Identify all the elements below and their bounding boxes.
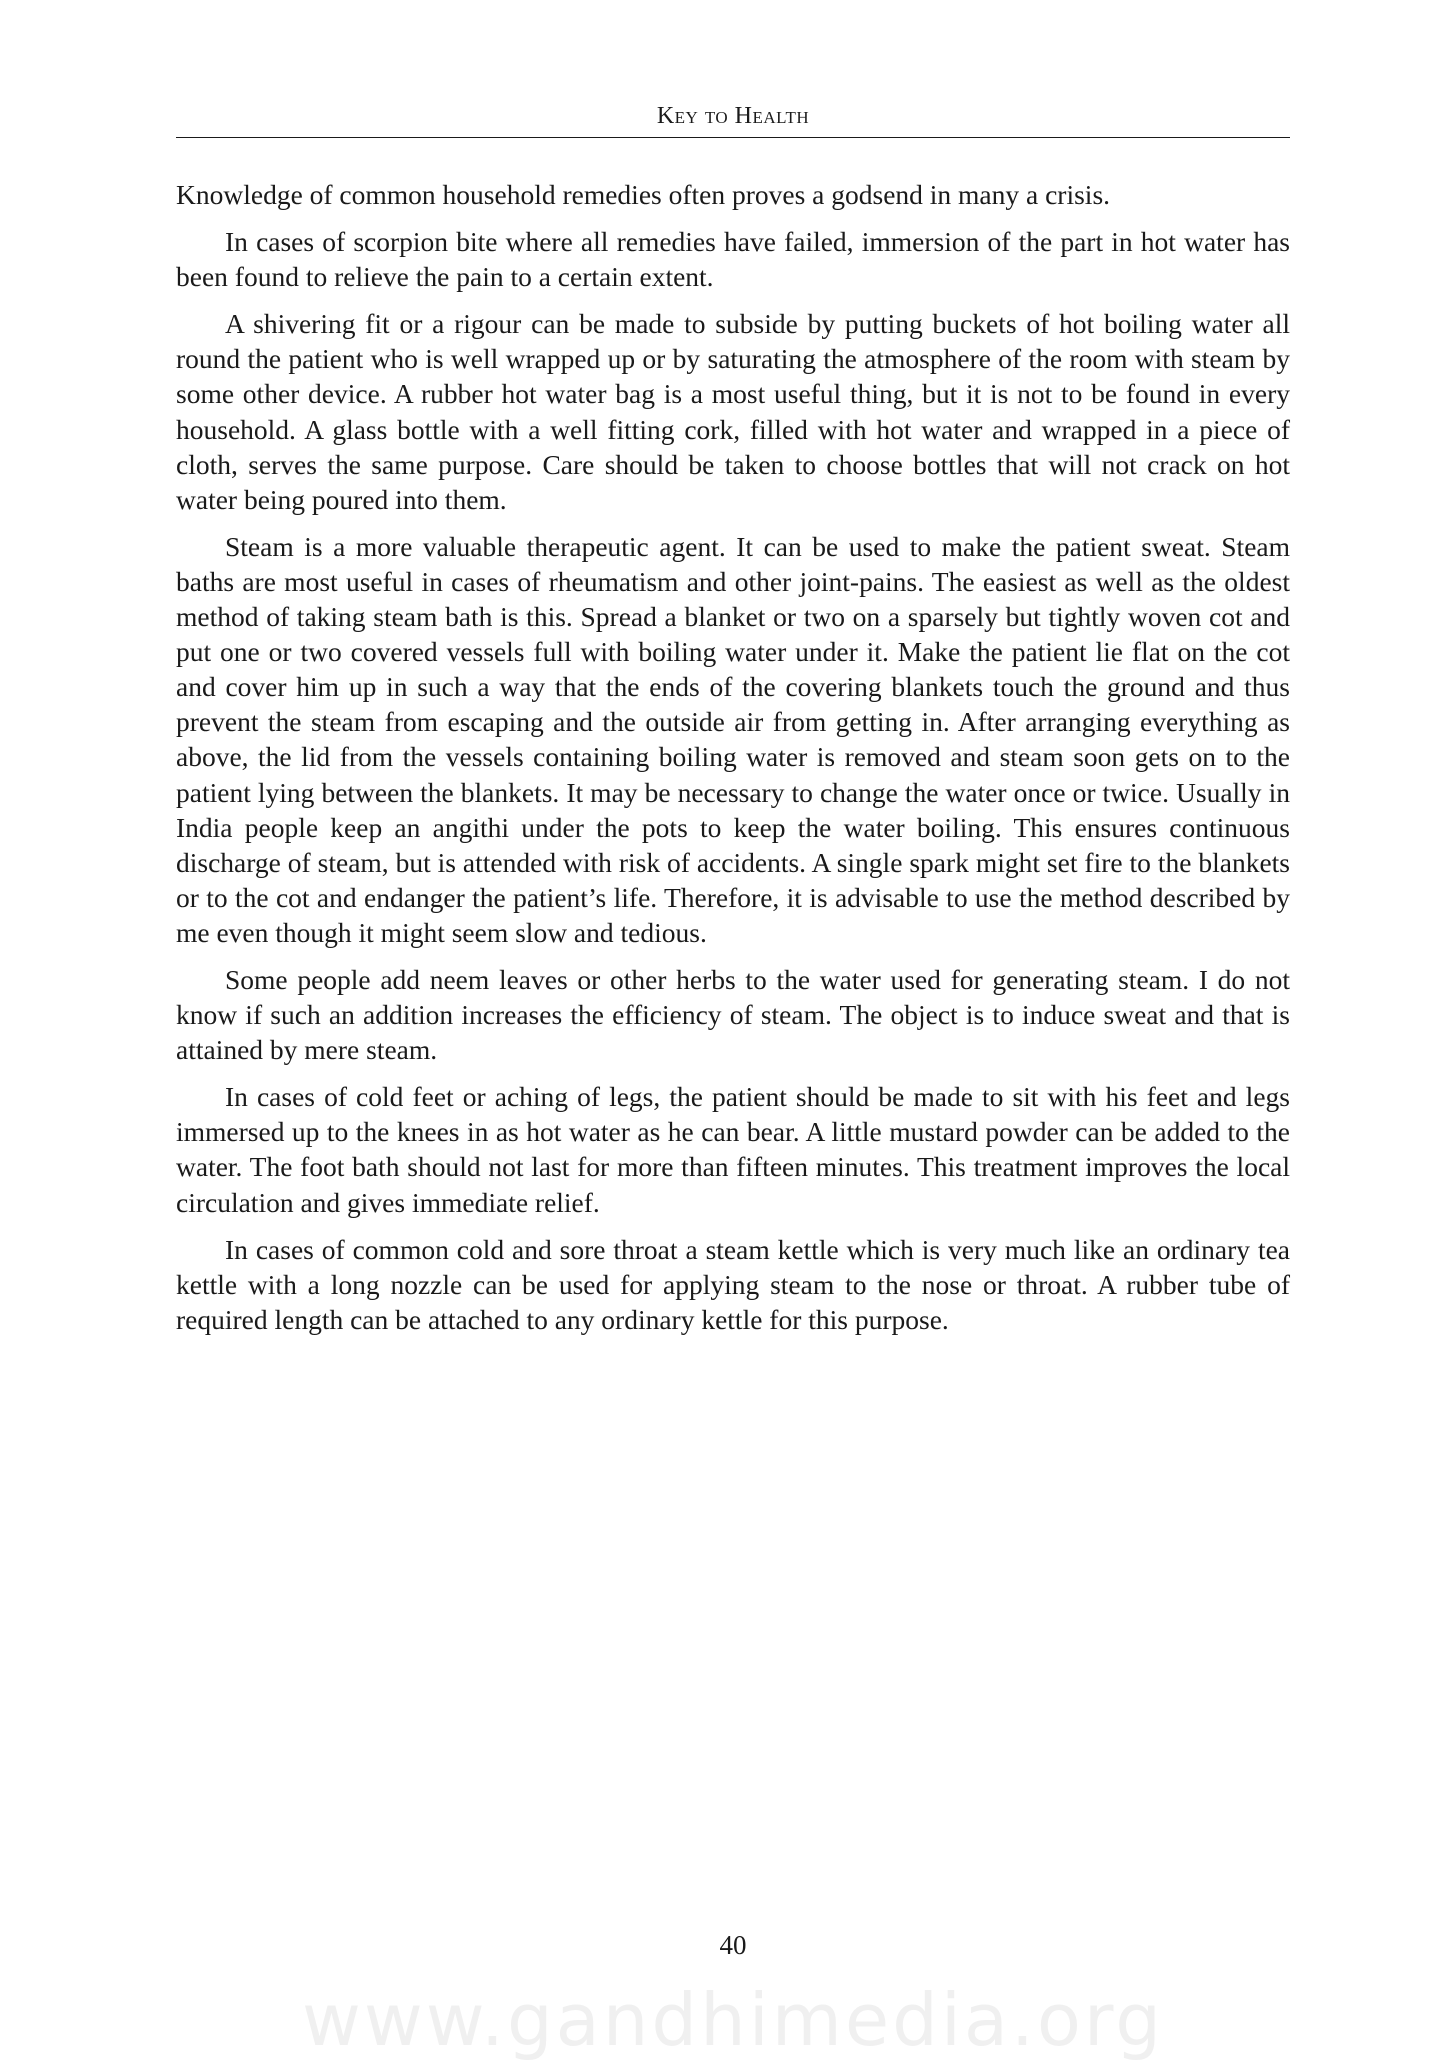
paragraph-7: In cases of common cold and sore throat a steam kettle which is very much like an ordinary tea kettle with a long nozzle can be used for applying steam to the nose or throat. A rubber tube of required length can be attached to any ordinary kettle for this purpose. bbox=[176, 1233, 1290, 1335]
paragraph-1: Knowledge of common household remedies often proves a godsend in many a crisis. bbox=[176, 179, 1111, 210]
paragraph-2: In cases of scorpion bite where all remedies have failed, immersion of the part in hot water has been found to relieve the pain to a certain extent. bbox=[176, 226, 1290, 293]
paragraph-6: In cases of cold feet or aching of legs, the patient should be made to sit with his feet and legs immersed up to the knees in as hot water as he can bear. A little mustard powder can be added to the water. The foot bath should not last for more than fifteen minutes. This treatment improves the local circulation and gives immediate relief. bbox=[176, 1081, 1290, 1218]
header-rule bbox=[176, 137, 1290, 138]
paragraph-3: A shivering fit or a rigour can be made to subside by putting buckets of hot boiling water all round the patient who is well wrapped up or by saturating the atmosphere of the room with steam by some other device. A rubber hot water bag is a most useful thing, but it is not to be found in every household. A glass bottle with a well fitting cork, filled with hot water and wrapped in a piece of cloth, serves the same purpose. Care should be taken to choose bottles that will not crack on hot water being poured into them. bbox=[176, 308, 1290, 515]
paragraph-5: Some people add neem leaves or other herbs to the water used for generating steam. I do not know if such an addition increases the efficiency of steam. The object is to induce sweat and that is attained by mere steam. bbox=[176, 963, 1290, 1066]
page-body bbox=[176, 177, 1290, 1349]
page-number: 40 bbox=[719, 1930, 747, 1960]
paragraph-4: Steam is a more valuable therapeutic agent. It can be used to make the patient sweat. Steam baths are most useful in cases of rheumatism and other joint-pains. The easiest as well as the oldest method of taking steam bath is this. Spread a blanket or two on a sparsely but tightly woven cot and put one or two covered vessels full with boiling water under it. Make the patient lie flat on the cot and cover him up in such a way that the ends of the covering blankets touch the ground and thus prevent the steam from escaping and the outside air from getting in. After arranging everything as above, the lid from the vessels containing boiling water is removed and steam soon gets on to the patient lying between the blankets. It may be necessary to change the water once or twice. Usually in India people keep an angithi under the pots to keep the water boiling. This ensures continuous discharge of steam, but is attended with risk of accidents. A single spark might set fire to the blankets or to the cot and endanger the patient’s life. Therefore, it is advisable to use the method described by me even though it might seem slow and tedious. bbox=[176, 530, 1290, 948]
running-header: Key to Health bbox=[656, 103, 810, 129]
watermark: www.gandhimedia.org bbox=[302, 1978, 1164, 2062]
